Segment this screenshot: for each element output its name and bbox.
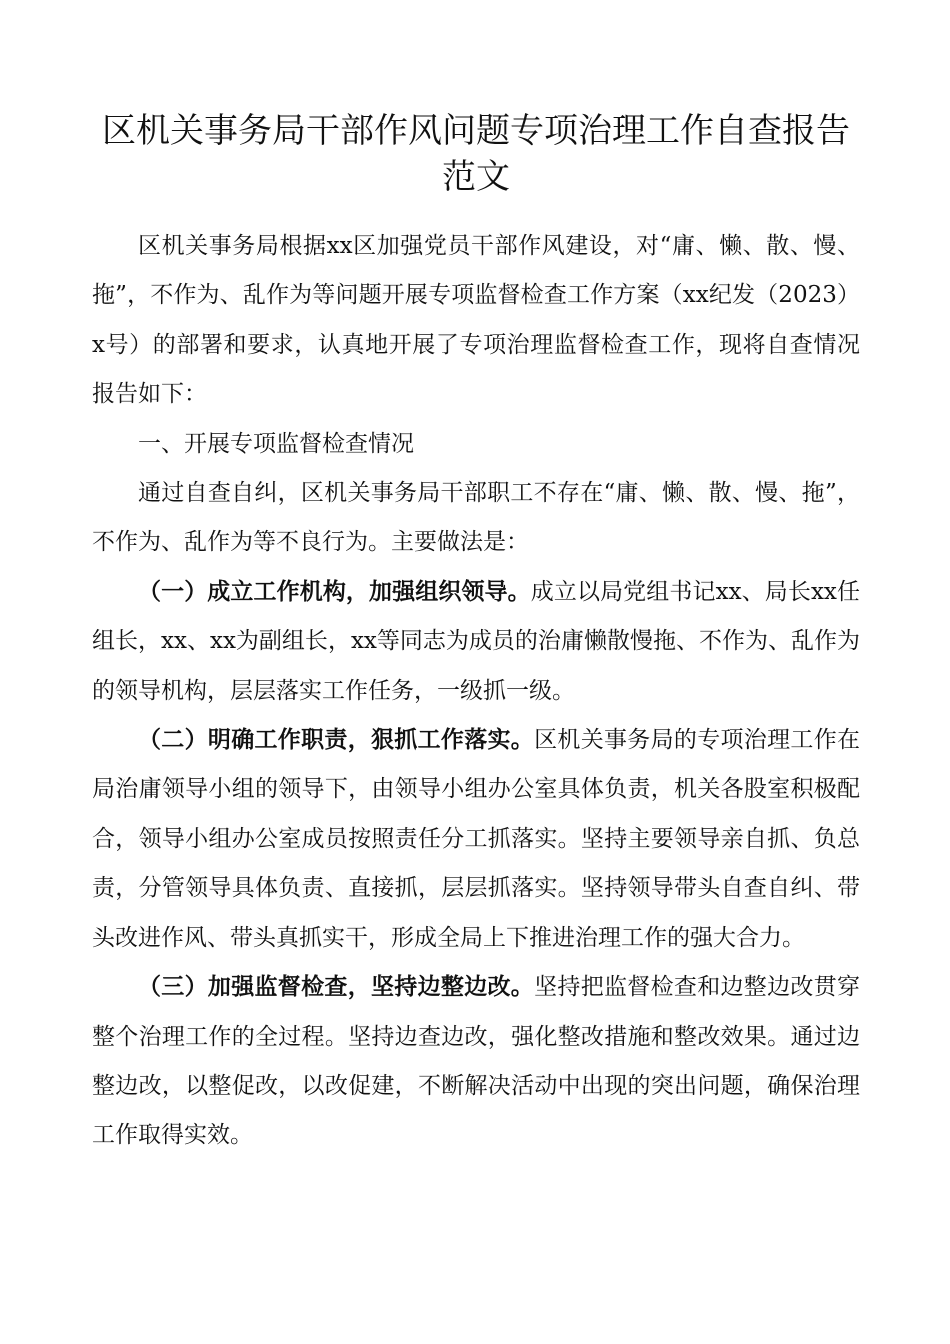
item-lead-2: （二）明确工作职责，狠抓工作落实。 xyxy=(138,727,535,754)
section-heading: 一、开展专项监督检查情况 xyxy=(138,430,414,457)
document-page xyxy=(92,108,860,1161)
section-summary: 通过自查自纠，区机关事务局干部职工不存在“庸、懒、散、慢、拖”，不作为、乱作为等不良行为。主要做法是： xyxy=(92,480,860,556)
document-title: 区机关事务局干部作风问题专项治理工作自查报告范文 xyxy=(102,111,850,197)
item-text-1: 成立以局党组书记xx、局长xx任组长，xx、xx为副组长，xx等同志为成员的治庸懒散慢拖、不作为、乱作为的领导机构，层层落实工作任务，一级抓一级。 xyxy=(92,578,860,704)
item-paragraph-2 xyxy=(92,716,860,963)
item-paragraph-1 xyxy=(92,568,860,716)
item-text-2: 区机关事务局的专项治理工作在局治庸领导小组的领导下，由领导小组办公室具体负责，机关各股室积极配合，领导小组办公室成员按照责任分工抓落实。坚持主要领导亲自抓、负总责，分管领导具体负责、直接抓，层层抓落实。坚持领导带头自查自纠、带头改进作风、带头真抓实干，形成全局上下推进治理工作的强大合力。 xyxy=(92,727,861,951)
item-paragraph-3 xyxy=(92,963,860,1161)
title-spacer xyxy=(92,200,860,222)
item-lead-1: （一）成立工作机构，加强组织领导。 xyxy=(138,578,531,605)
item-text-3: 坚持把监督检查和边整边改贯穿整个治理工作的全过程。坚持边查边改，强化整改措施和整改效果。通过边整边改，以整促改，以改促建，不断解决活动中出现的突出问题，确保治理工作取得实效。 xyxy=(92,974,861,1149)
intro-paragraph: 区机关事务局根据xx区加强党员干部作风建设，对“庸、懒、散、慢、拖”，不作为、乱作为等问题开展专项监督检查工作方案（xx纪发（2023）x号）的部署和要求，认真地开展了专项治理监督检查工作，现将自查情况报告如下： xyxy=(92,233,860,408)
item-lead-3: （三）加强监督检查，坚持边整边改。 xyxy=(138,974,535,1001)
